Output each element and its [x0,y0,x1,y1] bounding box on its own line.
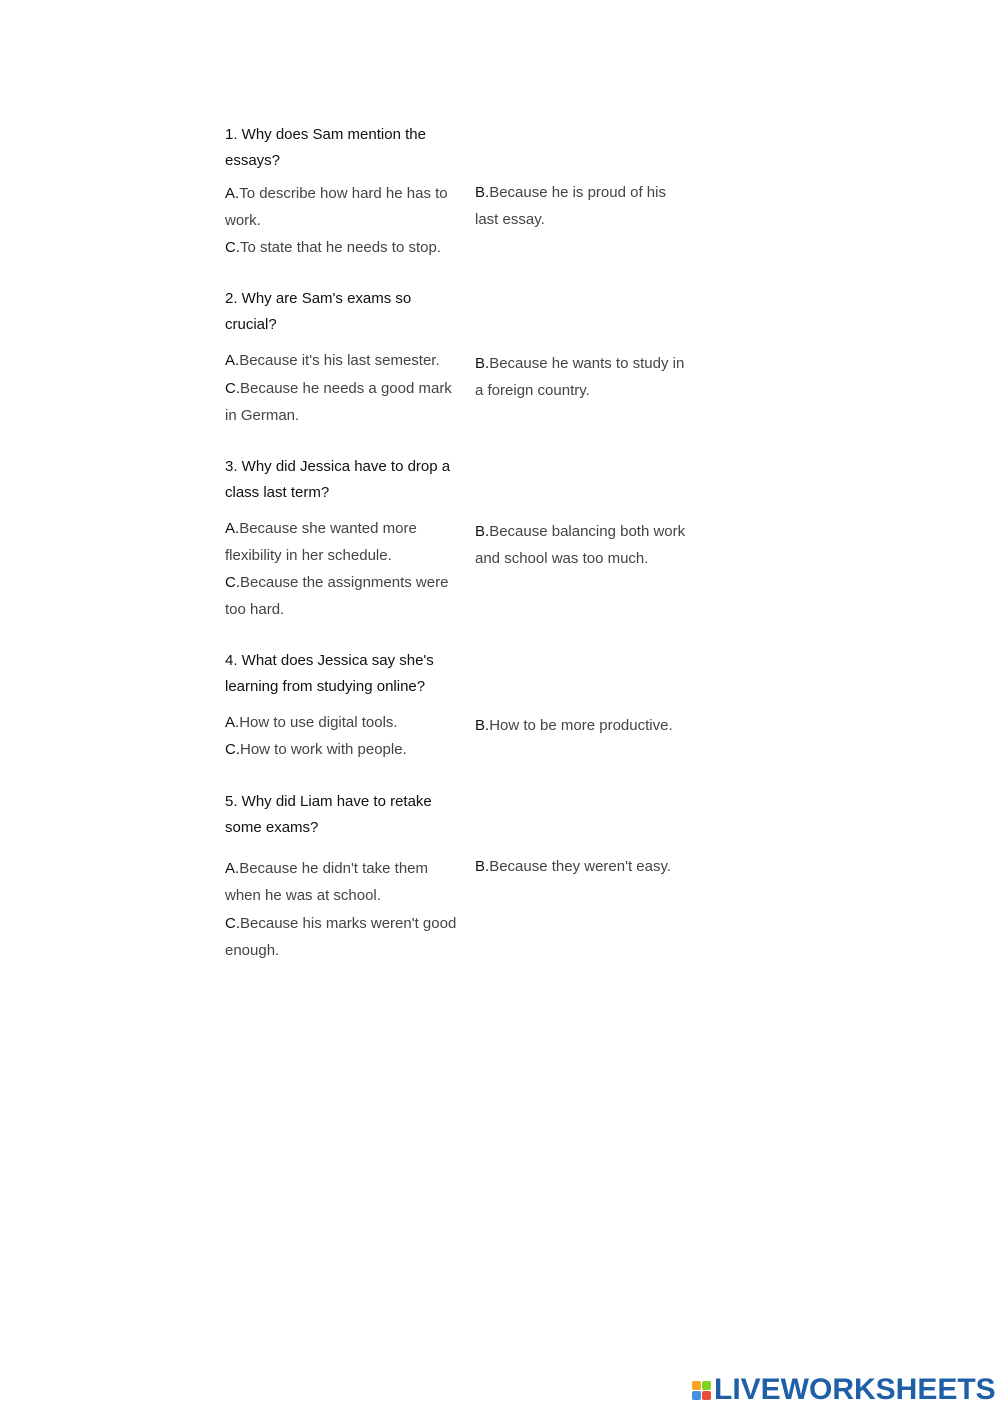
question-5-option-b[interactable] [475,853,690,880]
logo-mark-tile [692,1381,701,1390]
question-4-option-c[interactable] [225,736,465,763]
option-text: Because his marks weren't good enough. [225,915,457,959]
liveworksheets-logo [692,1374,996,1406]
logo-mark-icon [692,1381,711,1400]
option-letter: A. [225,185,240,202]
option-text: Because he needs a good mark in German. [225,380,452,424]
option-text: Because they weren't easy. [489,858,672,875]
question-5: 5. Why did Liam have to retake some exams? [225,793,432,836]
option-letter: C. [225,380,240,397]
question-5-option-c[interactable] [225,910,465,964]
question-2-option-b[interactable] [475,350,690,404]
question-1-option-b[interactable] [475,179,690,233]
option-letter: B. [475,858,490,875]
option-text: To describe how hard he has to work. [225,185,448,229]
option-letter: C. [225,574,240,591]
option-text: Because it's his last semester. [239,352,440,369]
question-4: 4. What does Jessica say she's learning from studying online? [225,652,434,695]
question-2-option-c[interactable] [225,375,465,429]
question-4-option-b[interactable] [475,712,690,739]
option-text: Because he didn't take them when he was at school. [225,860,429,904]
option-text: Because she wanted more flexibility in her schedule. [225,520,417,564]
question-1-option-c[interactable] [225,234,465,261]
option-letter: A. [225,520,240,537]
option-letter: B. [475,717,490,734]
question-4-option-a[interactable] [225,709,465,736]
logo-text: LIVEWORKSHEETS [714,1373,996,1406]
option-letter: B. [475,355,490,372]
logo-mark-tile [692,1391,701,1400]
option-letter: A. [225,860,240,877]
question-1: 1. Why does Sam mention the essays? [225,126,426,169]
question-1-option-a[interactable] [225,180,465,234]
question-3-option-c[interactable] [225,569,465,623]
question-3-option-b[interactable] [475,518,690,572]
option-letter: B. [475,184,490,201]
option-text: Because he is proud of his last essay. [475,184,666,228]
logo-mark-tile [702,1381,711,1390]
option-letter: C. [225,239,240,256]
question-3: 3. Why did Jessica have to drop a class last term? [225,458,451,501]
option-text: Because balancing both work and school was too much. [475,523,686,567]
logo-mark-tile [702,1391,711,1400]
option-text: To state that he needs to stop. [240,239,441,256]
question-5-option-a[interactable] [225,855,465,909]
option-text: How to use digital tools. [239,714,398,731]
option-text: Because the assignments were too hard. [225,574,449,618]
option-text: How to be more productive. [489,717,673,734]
option-letter: A. [225,714,240,731]
question-3-option-a[interactable] [225,515,465,569]
option-text: Because he wants to study in a foreign country. [475,355,685,399]
option-letter: C. [225,915,240,932]
option-letter: C. [225,741,240,758]
option-letter: B. [475,523,490,540]
question-2: 2. Why are Sam's exams so crucial? [225,290,412,333]
question-2-option-a[interactable] [225,347,465,374]
option-text: How to work with people. [240,741,407,758]
option-letter: A. [225,352,240,369]
